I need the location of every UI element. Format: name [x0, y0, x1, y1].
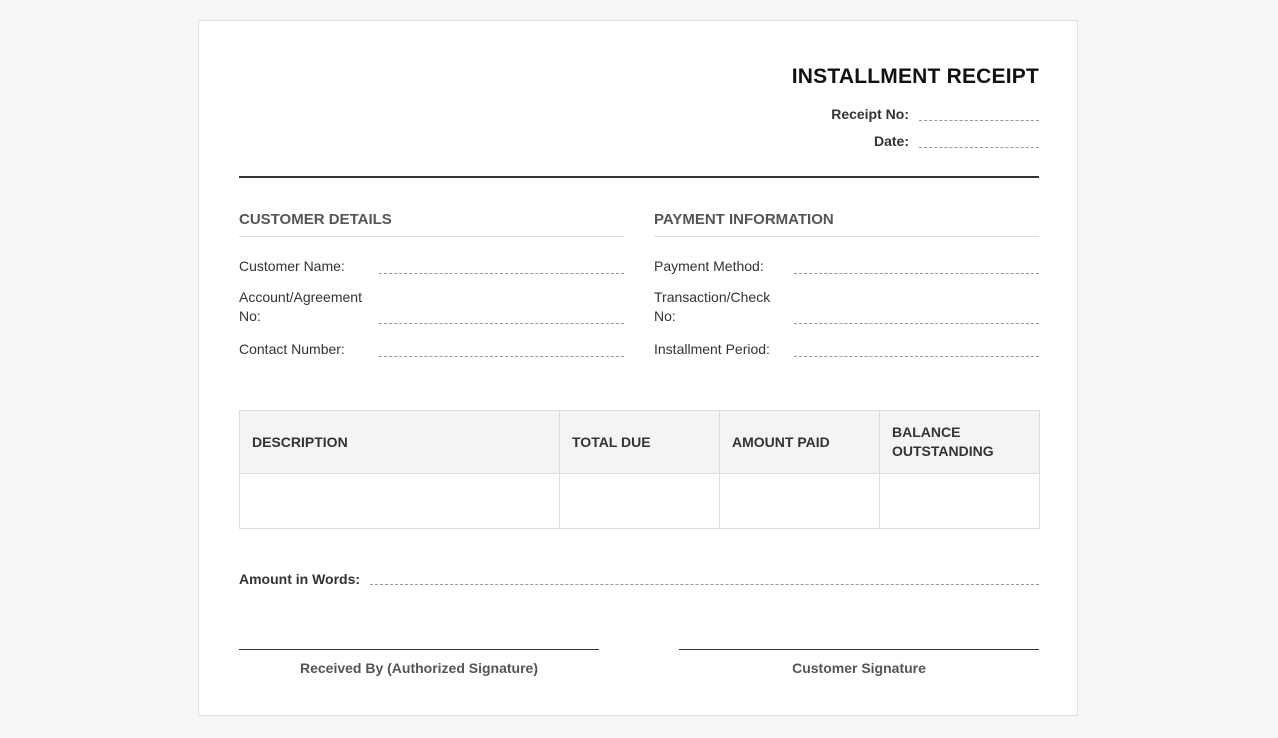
transaction-no-label: Transaction/Check No: [654, 289, 771, 324]
contact-number-row [239, 340, 624, 359]
account-no-row [239, 288, 624, 326]
payment-method-label: Payment Method: [654, 258, 764, 274]
contact-number-label: Contact Number: [239, 341, 345, 357]
date-label: Date: [873, 133, 909, 149]
account-no-field[interactable] [379, 323, 624, 324]
customer-signature-label: Customer Signature [792, 660, 926, 676]
customer-details-heading: CUSTOMER DETAILS [239, 210, 624, 237]
customer-name-field[interactable] [379, 273, 624, 274]
payment-method-row [654, 257, 1039, 276]
payment-method-field[interactable] [794, 273, 1039, 274]
header-divider [239, 176, 1039, 178]
date-row [874, 129, 1039, 149]
table-row [240, 474, 1040, 529]
received-by-signature-block [239, 649, 599, 676]
table-header-row [240, 411, 1040, 474]
installment-period-label: Installment Period: [654, 341, 770, 357]
payment-information-heading: PAYMENT INFORMATION [654, 210, 1039, 237]
receipt-no-row [831, 102, 1039, 122]
transaction-no-field[interactable] [794, 323, 1039, 324]
customer-name-row [239, 257, 624, 276]
customer-signature-line[interactable] [679, 649, 1039, 650]
column-header-amount-paid: AMOUNT PAID [720, 411, 880, 474]
column-header-description: DESCRIPTION [240, 411, 560, 474]
received-by-signature-label: Received By (Authorized Signature) [299, 660, 539, 676]
amount-paid-cell[interactable] [720, 474, 880, 529]
total-due-cell[interactable] [560, 474, 720, 529]
contact-number-field[interactable] [379, 356, 624, 357]
column-header-total-due: TOTAL DUE [560, 411, 720, 474]
receipt-no-label: Receipt No: [831, 106, 909, 122]
customer-details-section [239, 210, 624, 357]
installment-period-field[interactable] [794, 356, 1039, 357]
received-by-signature-line[interactable] [239, 649, 599, 650]
receipt-page [198, 20, 1078, 716]
receipt-no-field[interactable] [919, 120, 1039, 121]
customer-name-label: Customer Name: [239, 258, 345, 274]
account-no-label: Account/Agreement No: [239, 289, 362, 324]
transaction-no-row [654, 288, 1039, 326]
description-cell[interactable] [240, 474, 560, 529]
installment-period-row [654, 340, 1039, 359]
payment-information-section [654, 210, 1039, 357]
column-header-balance-outstanding: BALANCE OUTSTANDING [880, 411, 1040, 474]
balance-outstanding-cell[interactable] [880, 474, 1040, 529]
document-title: INSTALLMENT RECEIPT [791, 65, 1039, 88]
payment-table [239, 410, 1040, 529]
customer-signature-block [679, 649, 1039, 676]
amount-in-words-field[interactable] [370, 584, 1039, 585]
date-field[interactable] [919, 147, 1039, 148]
amount-in-words-label: Amount in Words: [239, 571, 361, 587]
amount-in-words-row [239, 571, 1039, 587]
